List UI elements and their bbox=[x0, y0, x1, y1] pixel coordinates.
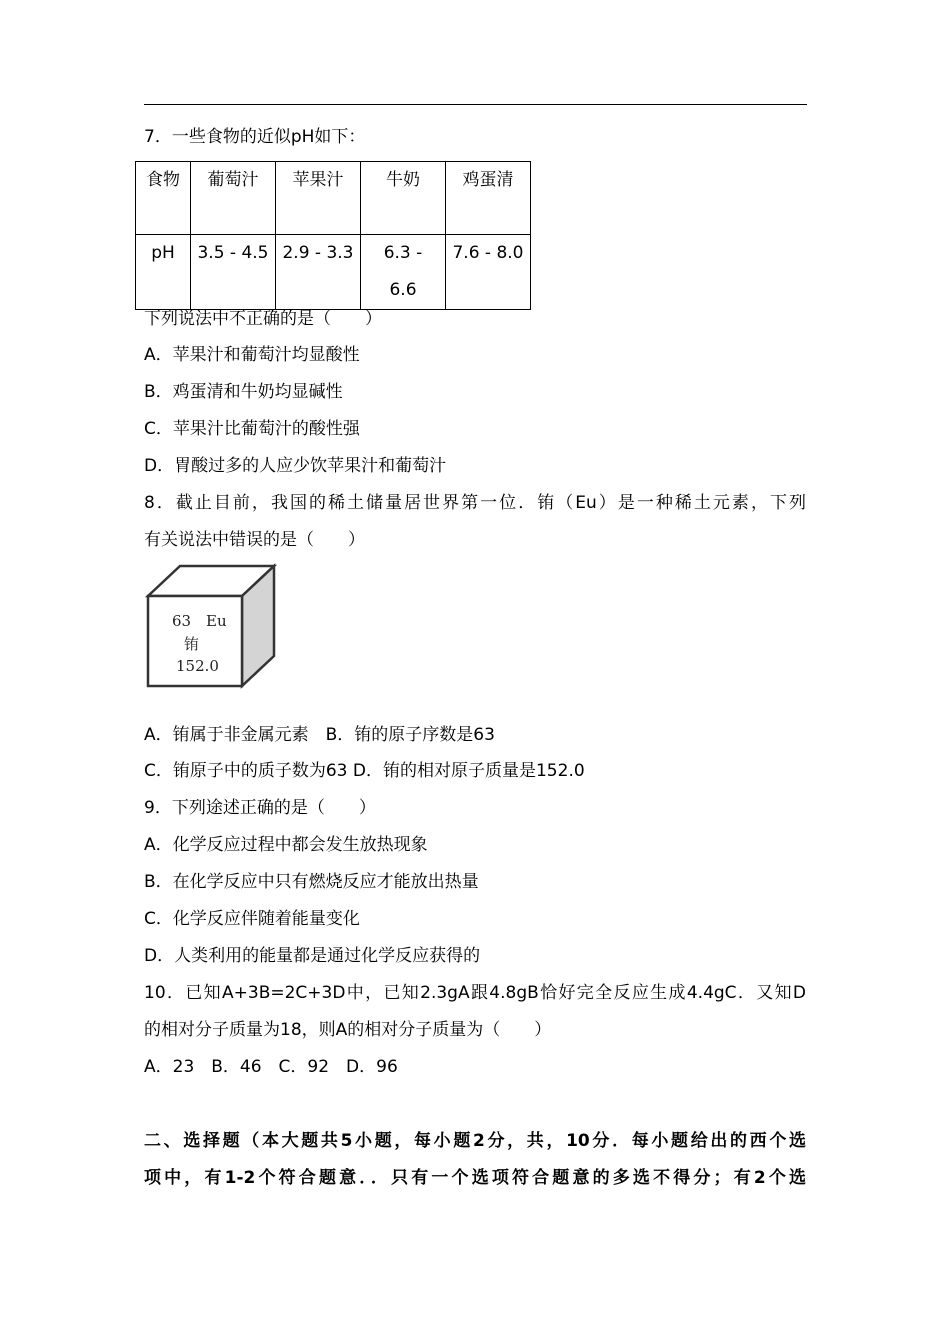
q9-option-a: A．化学反应过程中都会发生放热现象 bbox=[144, 835, 428, 855]
q10-stem-line2: 的相对分子质量为18，则A的相对分子质量为（ ） bbox=[144, 1020, 552, 1040]
q7-option-c: C．苹果汁比葡萄汁的酸性强 bbox=[144, 419, 360, 439]
ph-table-cell-eggwhite: 7.6 - 8.0 bbox=[446, 235, 531, 310]
section2-heading-line2: 项中，有1-2个符合题意．．只有一个选项符合题意的多选不得分；有2个选 bbox=[144, 1168, 806, 1188]
q8-options-line2: C．铕原子中的质子数为63 D．铕的相对原子质量是152.0 bbox=[144, 761, 585, 781]
q9-option-c: C．化学反应伴随着能量变化 bbox=[144, 909, 360, 929]
q7-option-b: B．鸡蛋清和牛奶均显碱性 bbox=[144, 382, 343, 402]
element-atomic-number: 63 bbox=[172, 612, 192, 630]
ph-table-header-eggwhite: 鸡蛋清 bbox=[446, 162, 531, 235]
q9-option-b: B．在化学反应中只有燃烧反应才能放出热量 bbox=[144, 872, 479, 892]
ph-table-header-row bbox=[136, 162, 531, 235]
element-atomic-mass: 152.0 bbox=[176, 657, 219, 675]
ph-table-cell-apple: 2.9 - 3.3 bbox=[276, 235, 361, 310]
q7-option-d: D．胃酸过多的人应少饮苹果汁和葡萄汁 bbox=[144, 456, 447, 476]
ph-table-row bbox=[136, 235, 531, 310]
ph-table-header-apple: 苹果汁 bbox=[276, 162, 361, 235]
element-name: 铕 bbox=[184, 635, 200, 653]
q7-option-a: A．苹果汁和葡萄汁均显酸性 bbox=[144, 345, 360, 365]
ph-table-header-milk: 牛奶 bbox=[361, 162, 446, 235]
q9-stem: 9．下列途述正确的是（ ） bbox=[144, 798, 376, 818]
q8-stem-line2: 有关说法中错误的是（ ） bbox=[144, 530, 365, 550]
q10-options: A．23 B．46 C．92 D．96 bbox=[144, 1057, 398, 1077]
ph-table bbox=[135, 161, 531, 310]
header-rule bbox=[144, 104, 807, 105]
element-symbol: Eu bbox=[206, 612, 227, 630]
ph-table-header-food: 食物 bbox=[136, 162, 191, 235]
ph-table-header-grape: 葡萄汁 bbox=[191, 162, 276, 235]
ph-table-cell-milk: 6.3 - 6.6 bbox=[361, 235, 446, 310]
europium-element-cube bbox=[144, 560, 279, 692]
q7-stem: 7．一些食物的近似pH如下： bbox=[144, 127, 366, 147]
q9-option-d: D．人类利用的能量都是通过化学反应获得的 bbox=[144, 946, 481, 966]
q7-question: 下列说法中不正确的是（ ） bbox=[144, 309, 382, 329]
q10-stem-line1: 10．已知A+3B=2C+3D中，已知2.3gA跟4.8gB恰好完全反应生成4.4gC．又知D bbox=[144, 983, 806, 1003]
ph-table-cell-label: pH bbox=[136, 235, 191, 310]
section2-heading-line1: 二、选择题（本大题共5小题，每小题2分，共，10分．每小题给出的西个选 bbox=[144, 1131, 806, 1151]
ph-table-cell-grape: 3.5 - 4.5 bbox=[191, 235, 276, 310]
q8-options-line1: A．铕属于非金属元素 B．铕的原子序数是63 bbox=[144, 725, 495, 745]
q8-stem-line1: 8．截止目前，我国的稀土储量居世界第一位．铕（Eu）是一种稀土元素，下列 bbox=[144, 493, 806, 513]
